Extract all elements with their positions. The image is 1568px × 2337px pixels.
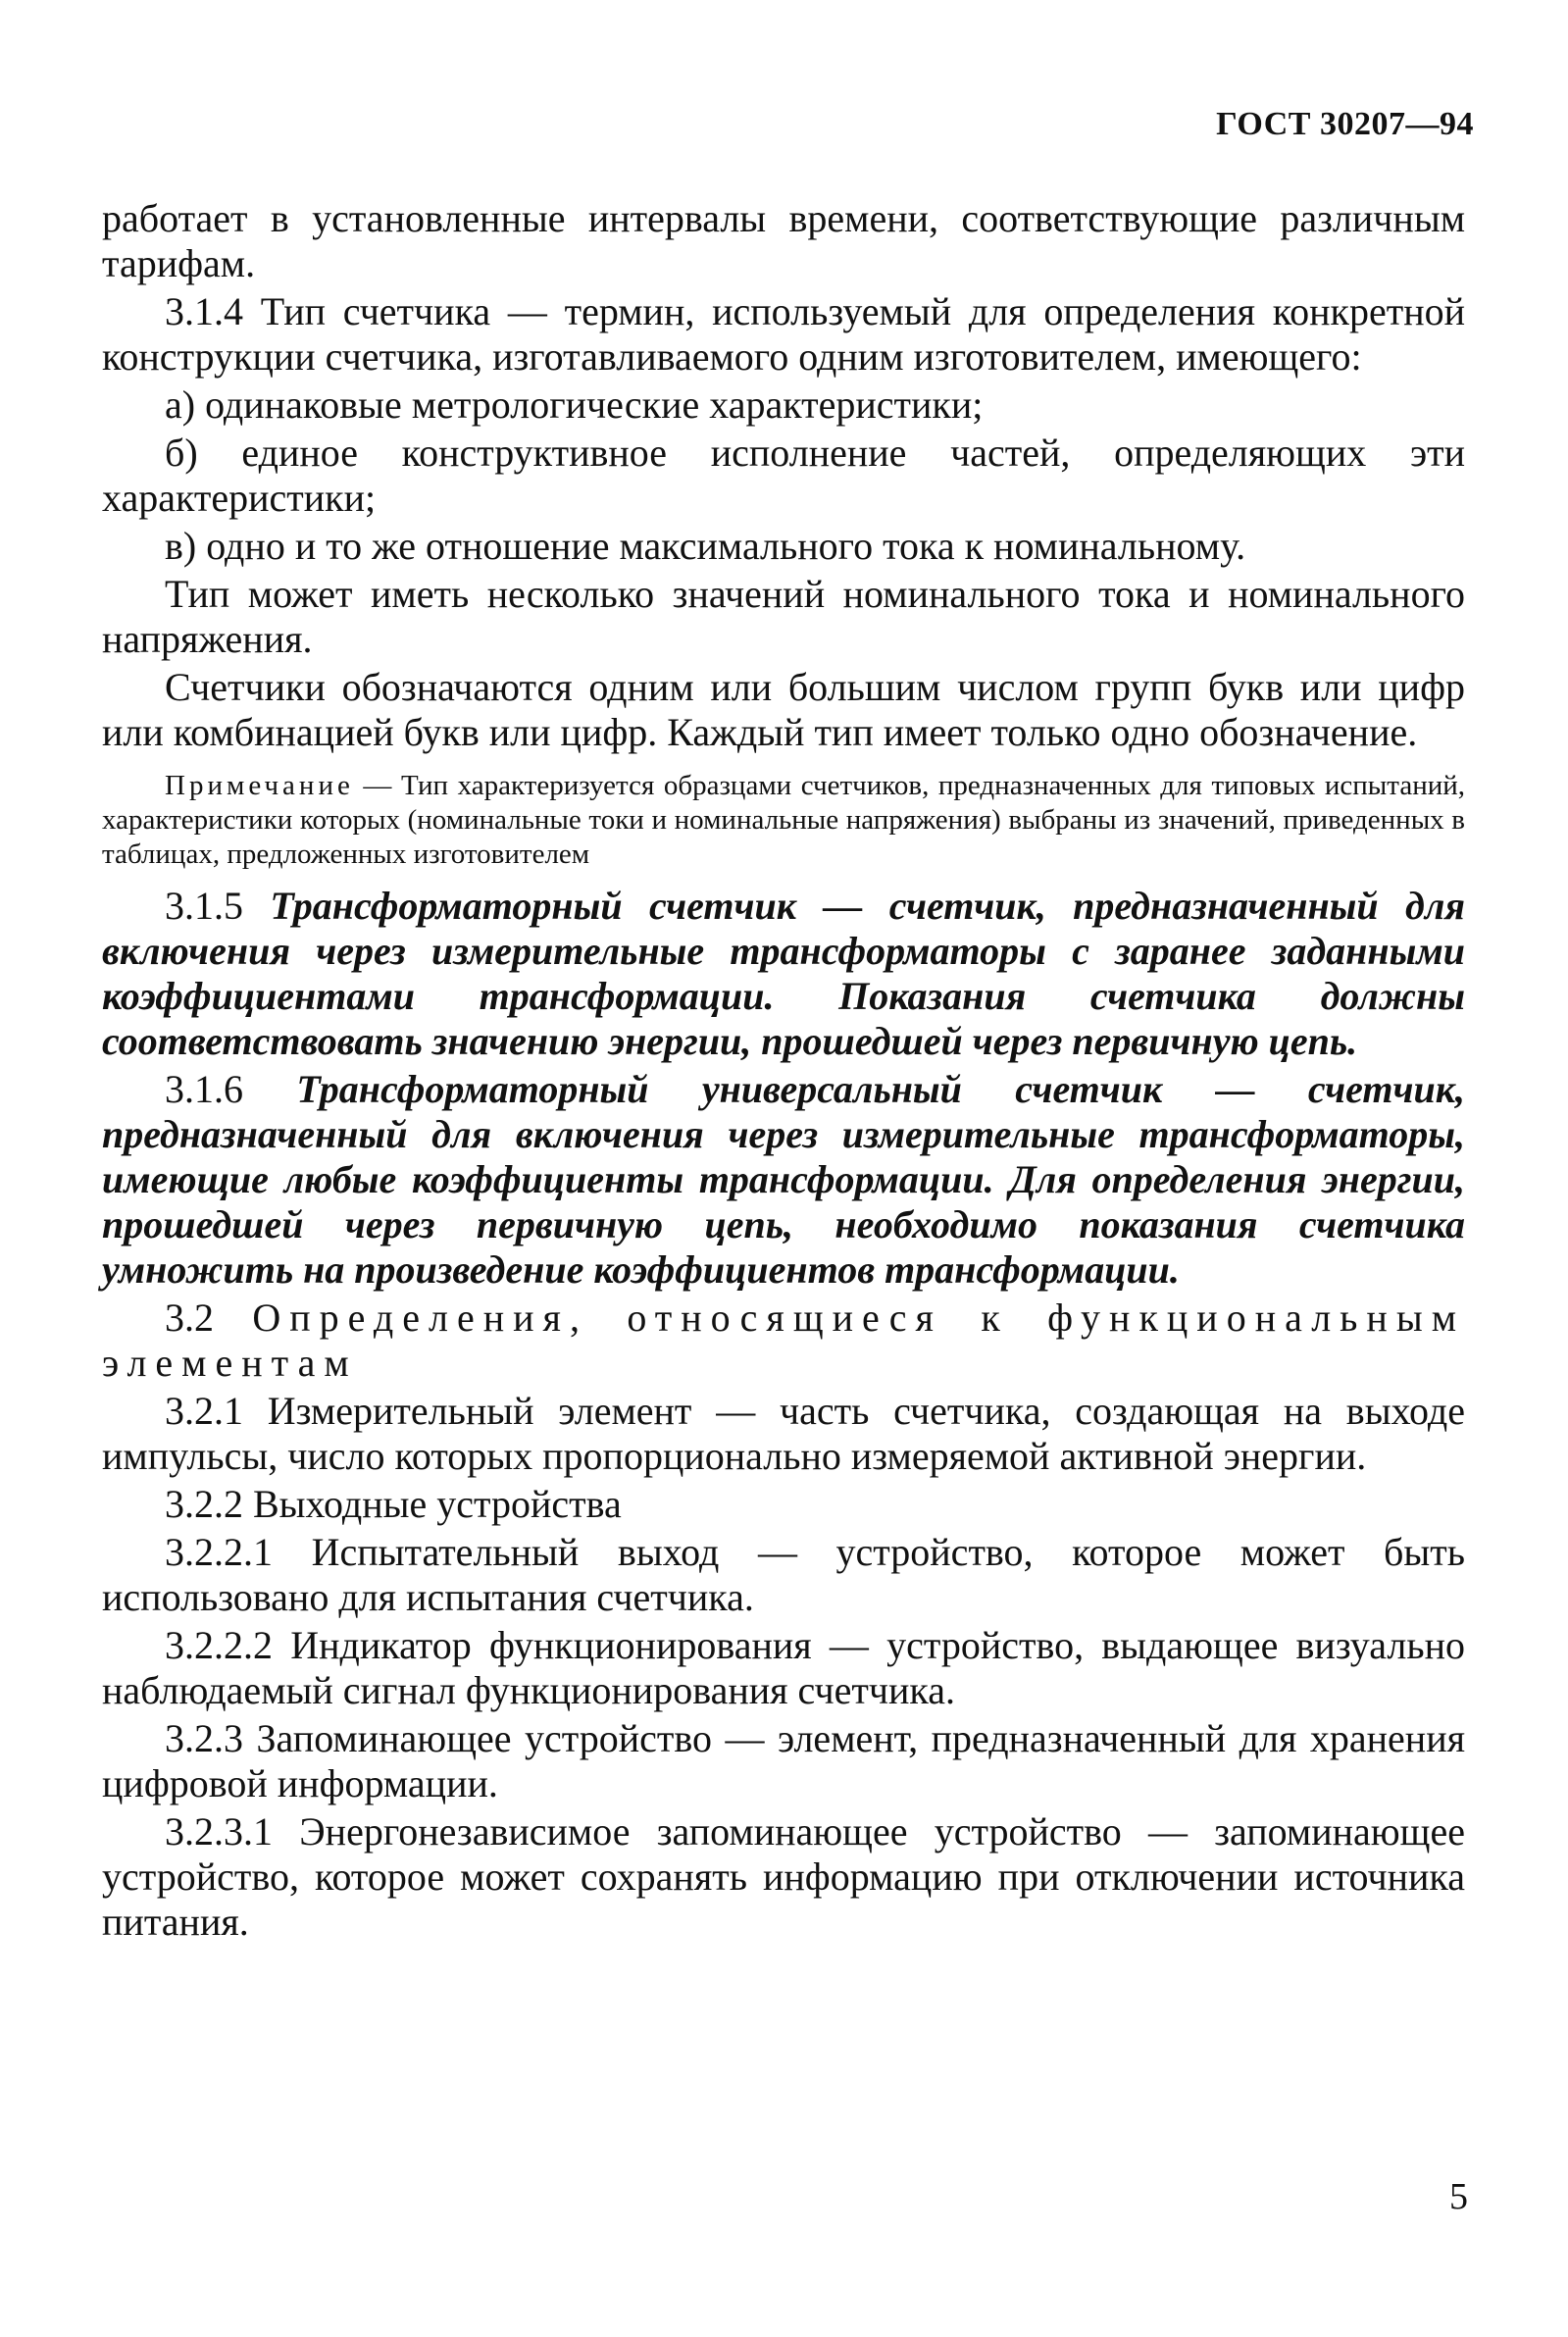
section-3-2-2-1: 3.2.2.1 Испытательный выход — устройство, которое может быть использовано для испытания счетчика. [102,1530,1465,1619]
section-number: 3.1.4 [165,289,243,333]
designation-paragraph: Счетчики обозначаются одним или большим числом групп букв или цифр или комбинацией букв или цифр. Каждый тип имеет только одно обозначение. [102,665,1465,754]
section-3-2-2: 3.2.2 Выходные устройства [165,1482,622,1526]
section-text: Трансформаторный универсальный счетчик — счетчик, предназначенный для включения через измерительные трансформаторы, имеющие любые коэффициенты трансформации. Для определения энергии, прошедшей через первичную цепь, необходимо показания счетчика умножить на произведение коэффициентов трансформации. [102,1067,1465,1292]
list-item-c: в) одно и то же отношение максимального тока к номинальному. [165,524,1246,568]
section-3-2-3: 3.2.3 Запоминающее устройство — элемент, предназначенный для хранения цифровой информации. [102,1716,1465,1805]
section-number: 3.1.5 [165,884,243,928]
standard-header: ГОСТ 30207—94 [1216,106,1474,142]
note-paragraph [102,769,1465,872]
section-title: Определения, относящиеся к функциональным элементам [102,1296,1466,1385]
section-3-1-5 [102,884,1465,1064]
note-label: Примечание [165,770,354,801]
section-3-1-4 [102,289,1465,380]
document-body [102,196,1465,1945]
section-3-2-3-1: 3.2.3.1 Энергонезависимое запоминающее устройство — запоминающее устройство, которое может сохранять информацию при отключении источника питания. [102,1809,1465,1944]
page-number: 5 [1449,2176,1468,2217]
section-3-1-6 [102,1067,1465,1293]
section-3-2-heading [102,1296,1465,1386]
section-text: Тип счетчика — термин, используемый для определения конкретной конструкции счетчика, изготавливаемого одним изготовителем, имеющего: [102,289,1466,379]
section-text: Трансформаторный счетчик — счетчик, предназначенный для включения через измерительные трансформаторы с заранее заданными коэффициентами трансформации. Показания счетчика должны соответствовать значению энергии, прошедшей через первичную цепь. [102,884,1466,1063]
type-values-paragraph: Тип может иметь несколько значений номинального тока и номинального напряжения. [102,572,1465,661]
section-number: 3.1.6 [165,1067,243,1111]
note-text: — Тип характеризуется образцами счетчиков, предназначенных для типовых испытаний, характеристики которых (номинальные токи и номинальные напряжения) выбраны из значений, приведенных в таблицах, предложенных изготовителем [102,770,1465,870]
list-item-b: б) единое конструктивное исполнение частей, определяющих эти характеристики; [102,431,1465,520]
continuation-paragraph: работает в установленные интервалы времени, соответствующие различным тарифам. [102,196,1465,285]
section-number: 3.2 [165,1296,214,1340]
section-3-2-2-2: 3.2.2.2 Индикатор функционирования — устройство, выдающее визуально наблюдаемый сигнал функционирования счетчика. [102,1623,1465,1712]
list-item-a: а) одинаковые метрологические характеристики; [165,382,984,427]
section-3-2-1: 3.2.1 Измерительный элемент — часть счетчика, создающая на выходе импульсы, число которых пропорционально измеряемой активной энергии. [102,1389,1465,1478]
